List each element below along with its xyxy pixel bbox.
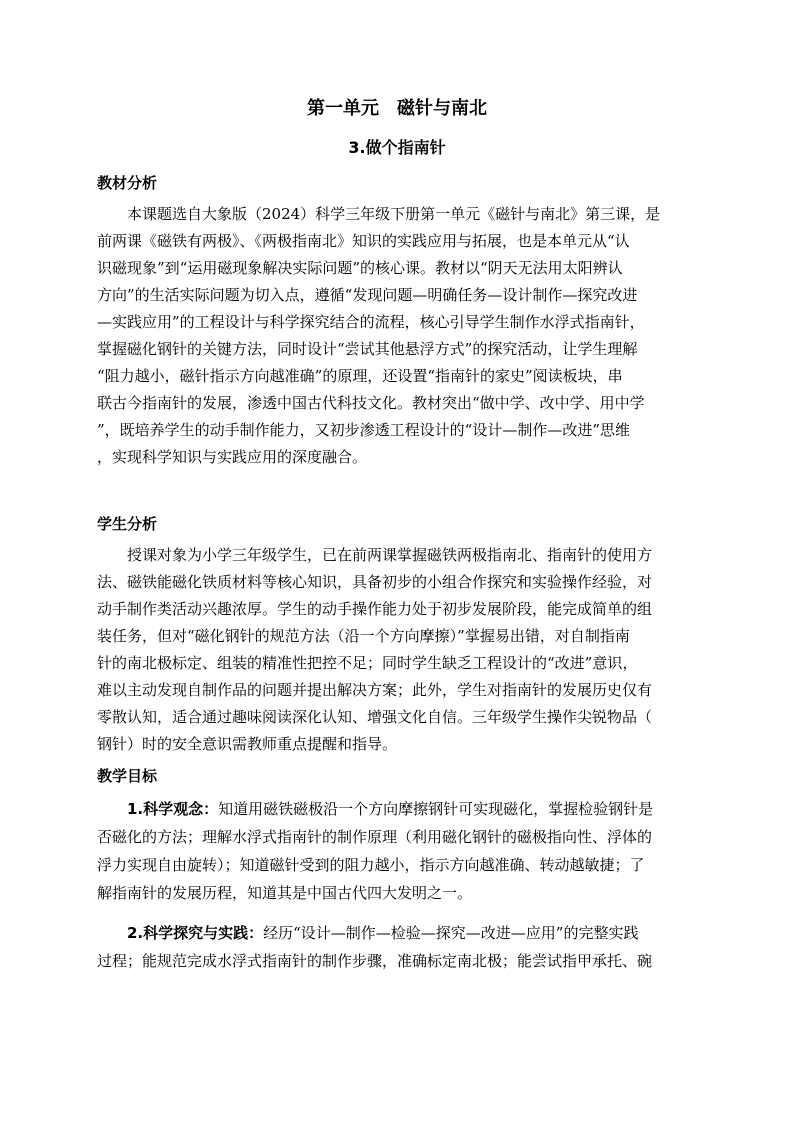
paragraph-line: 过程；能规范完成水浮式指南针的制作步骤，准确标定南北极；能尝试指甲承托、碗	[97, 952, 653, 970]
paragraph-line: 针的南北极标定、组装的精准性把控不足；同时学生缺乏工程设计的“改进”意识，	[97, 654, 638, 672]
lesson-title: 3.做个指南针	[348, 138, 446, 157]
paragraph-line: 联古今指南针的发展，渗透中国古代科技文化。教材突出“做中学、改中学、用中学	[97, 394, 645, 412]
paragraph-line: 难以主动发现自制作品的问题并提出解决方案；此外，学生对指南针的发展历史仅有	[97, 681, 653, 699]
paragraph-line: 授课对象为小学三年级学生，已在前两课掌握磁铁两极指南北、指南针的使用方	[127, 546, 653, 564]
section-heading-students: 学生分析	[97, 515, 158, 533]
section-heading-textbook: 教材分析	[97, 174, 158, 192]
paragraph-line: 方向”的生活实际问题为切入点，遵循“发现问题—明确任务—设计制作—探究改进	[97, 286, 638, 304]
paragraph-line: 掌握磁化钢针的关键方法，同时设计“尝试其他悬浮方式”的探究活动，让学生理解	[97, 340, 638, 358]
paragraph-line: 识磁现象”到“运用磁现象解决实际问题”的核心课。教材以“阴天无法用太阳辨认	[97, 259, 623, 277]
goal-label: 2.科学探究与实践：	[127, 924, 264, 942]
paragraph-line: “阻力越小，磁针指示方向越准确”的原理，还设置“指南针的家史”阅读板块，串	[97, 367, 623, 385]
paragraph-line: 装任务，但对“磁化钢针的规范方法（沿一个方向摩擦）”掌握易出错，对自制指南	[97, 627, 630, 645]
unit-title: 第一单元 磁针与南北	[307, 98, 487, 119]
section-heading-objectives: 教学目标	[97, 767, 158, 785]
paragraph-line: 钢针）时的安全意识需教师重点提醒和指导。	[97, 735, 398, 753]
goal-text: 经历“设计—制作—检验—探究—改进—应用”的完整实践	[263, 924, 639, 942]
paragraph-line: 动手制作类活动兴趣浓厚。学生的动手操作能力处于初步发展阶段，能完成简单的组	[97, 600, 653, 618]
paragraph-line: —实践应用”的工程设计与科学探究结合的流程，核心引导学生制作水浮式指南针，	[97, 313, 645, 331]
paragraph-line: 本课题选自大象版（2024）科学三年级下册第一单元《磁针与南北》第三课，是	[127, 205, 661, 223]
paragraph-line: ，实现科学知识与实践应用的深度融合。	[97, 448, 368, 466]
paragraph-line: 法、磁铁能磁化铁质材料等核心知识，具备初步的小组合作探究和实验操作经验，对	[97, 573, 653, 591]
goal-line	[127, 798, 653, 820]
goal-label: 1.科学观念：	[127, 800, 219, 818]
paragraph-line: 否磁化的方法；理解水浮式指南针的制作原理（利用磁化钢针的磁极指向性、浮体的	[97, 828, 653, 846]
goal-line	[127, 922, 638, 944]
paragraph-line: 零散认知，适合通过趣味阅读深化认知、增强文化自信。三年级学生操作尖锐物品（	[97, 708, 653, 726]
paragraph-line: 浮力实现自由旋转）；知道磁针受到的阻力越小，指示方向越准确、转动越敏捷；了	[97, 856, 645, 874]
paragraph-line: 解指南针的发展历程，知道其是中国古代四大发明之一。	[97, 884, 473, 902]
paragraph-line: ”，既培养学生的动手制作能力，又初步渗透工程设计的“设计—制作—改进”思维	[97, 421, 631, 439]
paragraph-line: 前两课《磁铁有两极》、《两极指南北》知识的实践应用与拓展，也是本单元从“认	[97, 232, 630, 250]
goal-text: 知道用磁铁磁极沿一个方向摩擦钢针可实现磁化，掌握检验钢针是	[218, 800, 654, 818]
